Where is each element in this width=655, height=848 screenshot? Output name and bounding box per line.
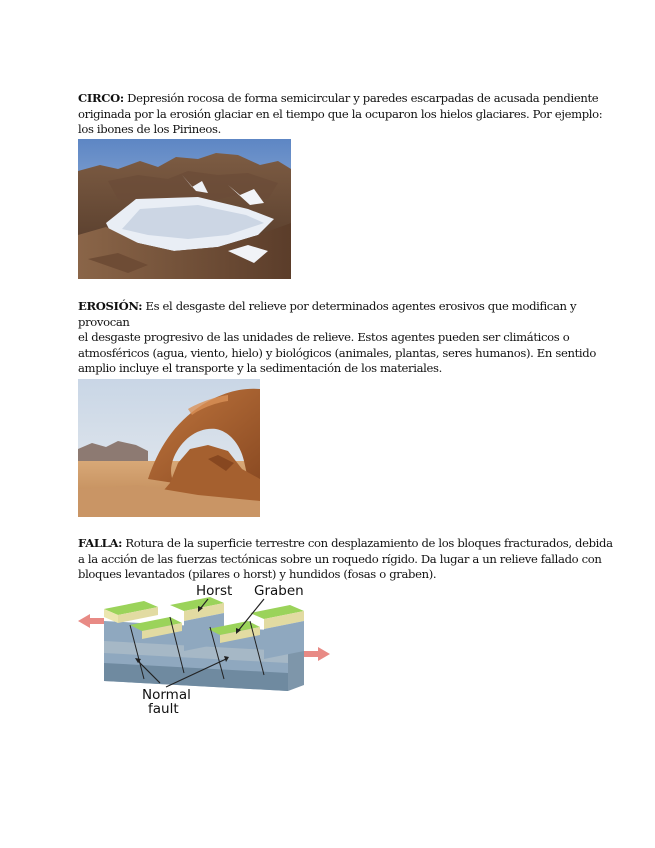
text-span: Es el desgaste del relieve por determinados agentes erosivos que modifican y <box>142 299 577 313</box>
paragraph-line <box>78 91 599 107</box>
paragraph-line: a la acción de las fuerzas tectónicas sobre un roquedo rígido. Da lugar a un relieve fallado con <box>78 551 602 566</box>
paragraph-circo <box>78 91 603 138</box>
label-graben: Graben <box>254 583 304 599</box>
text-span: Depresión rocosa de forma semicircular y paredes escarpadas de acusada pendiente <box>123 91 599 105</box>
paragraph-line: amplio incluye el transporte y la sedimentación de los materiales. <box>78 361 442 376</box>
paragraph-line <box>78 536 613 552</box>
paragraph-line: atmosféricos (agua, viento, hielo) y biológicos (animales, plantas, seres humanos). En sentido <box>78 345 596 360</box>
paragraph-falla <box>78 536 613 583</box>
paragraph-line <box>78 299 578 315</box>
label-fault: fault <box>148 701 179 716</box>
label-horst: Horst <box>196 583 233 599</box>
horst-graben-diagram <box>78 583 330 716</box>
label-normal: Normal <box>142 687 191 703</box>
extension-arrow-right <box>304 647 330 661</box>
text-span: Rotura de la superficie terrestre con desplazamiento de los bloques fracturados, debida <box>122 536 613 550</box>
paragraph-line: bloques levantados (pilares o horst) y hundidos (fosas o graben). <box>78 567 437 582</box>
paragraph-erosion <box>78 299 596 377</box>
paragraph-line: los ibones de los Pirineos. <box>78 122 221 137</box>
term-falla: FALLA: <box>78 536 123 550</box>
term-circo: CIRCO: <box>78 91 124 105</box>
paragraph-line: originada por la erosión glaciar en el tiempo que la ocuparon los hielos glaciares. Por ejemplo: <box>78 106 603 121</box>
cirque-photo <box>78 139 291 279</box>
paragraph-line: provocan <box>78 314 130 329</box>
rock-arch-photo <box>78 379 260 517</box>
paragraph-line: el desgaste progresivo de las unidades de relieve. Estos agentes pueden ser climáticos o <box>78 330 570 345</box>
extension-arrow-left <box>78 614 104 628</box>
term-erosion: EROSIÓN: <box>78 299 143 313</box>
